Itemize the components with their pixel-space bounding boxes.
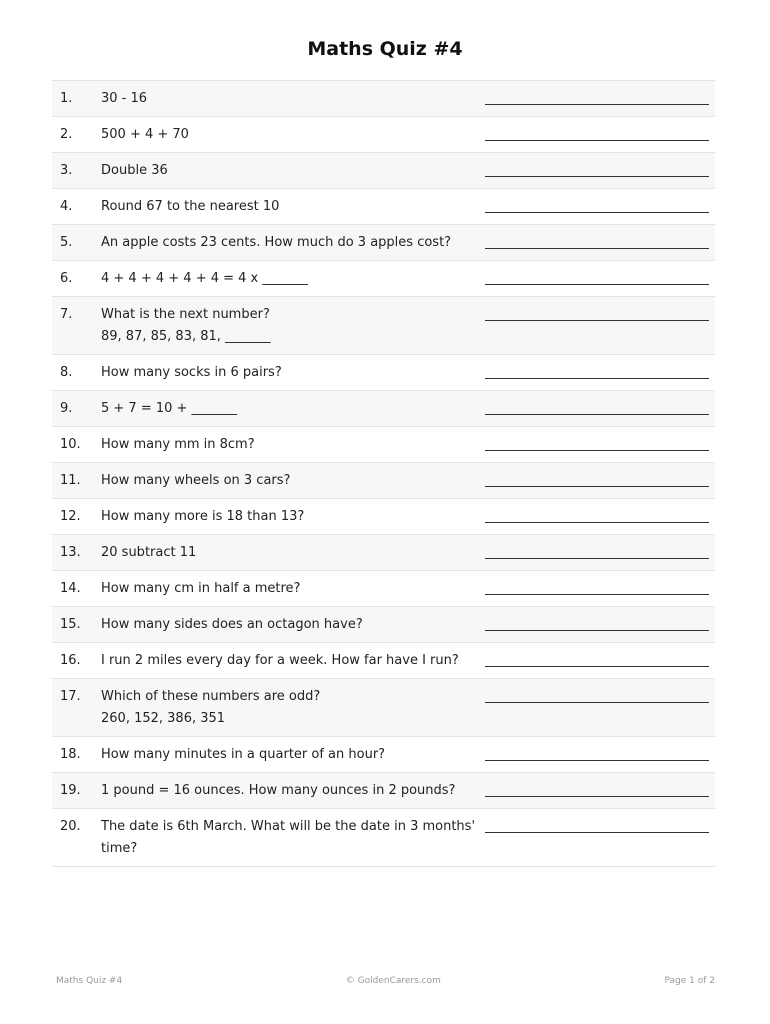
question-text bbox=[101, 470, 485, 492]
answer-line[interactable] bbox=[485, 542, 709, 559]
question-text bbox=[101, 124, 485, 146]
question-text bbox=[101, 362, 485, 384]
question-line: 500 + 4 + 70 bbox=[101, 127, 189, 142]
answer-line[interactable] bbox=[485, 780, 709, 797]
question-row bbox=[52, 809, 715, 867]
question-text bbox=[101, 780, 485, 802]
question-number: 3. bbox=[60, 163, 73, 178]
question-text bbox=[101, 614, 485, 636]
question-line: How many socks in 6 pairs? bbox=[101, 365, 282, 380]
question-number: 16. bbox=[60, 653, 81, 668]
question-row bbox=[52, 607, 715, 643]
question-line: Double 36 bbox=[101, 163, 168, 178]
question-row bbox=[52, 391, 715, 427]
question-row bbox=[52, 643, 715, 679]
answer-line[interactable] bbox=[485, 362, 709, 379]
question-text bbox=[101, 816, 485, 860]
question-row bbox=[52, 499, 715, 535]
question-text bbox=[101, 506, 485, 528]
question-line: 1 pound = 16 ounces. How many ounces in 2 pounds? bbox=[101, 783, 456, 798]
answer-line[interactable] bbox=[485, 614, 709, 631]
question-number: 11. bbox=[60, 473, 81, 488]
question-row bbox=[52, 355, 715, 391]
question-text bbox=[101, 304, 485, 348]
answer-line[interactable] bbox=[485, 88, 709, 105]
question-number: 7. bbox=[60, 307, 73, 322]
answer-line[interactable] bbox=[485, 816, 709, 833]
question-text bbox=[101, 196, 485, 218]
question-row bbox=[52, 463, 715, 499]
question-line: I run 2 miles every day for a week. How far have I run? bbox=[101, 653, 459, 668]
question-row bbox=[52, 261, 715, 297]
question-row bbox=[52, 679, 715, 737]
question-number: 2. bbox=[60, 127, 73, 142]
question-row bbox=[52, 571, 715, 607]
quiz-table bbox=[52, 80, 715, 867]
question-number: 6. bbox=[60, 271, 73, 286]
question-line: 30 - 16 bbox=[101, 91, 148, 106]
question-line: The date is 6th March. What will be the date in 3 months' bbox=[101, 819, 476, 834]
question-line: 5 + 7 = 10 + _______ bbox=[101, 401, 238, 416]
question-text bbox=[101, 542, 485, 564]
question-row bbox=[52, 427, 715, 463]
question-row bbox=[52, 535, 715, 571]
answer-line[interactable] bbox=[485, 124, 709, 141]
answer-line[interactable] bbox=[485, 160, 709, 177]
question-number: 4. bbox=[60, 199, 73, 214]
answer-line[interactable] bbox=[485, 744, 709, 761]
question-number: 20. bbox=[60, 819, 81, 834]
question-line: How many minutes in a quarter of an hour? bbox=[101, 747, 386, 762]
answer-line[interactable] bbox=[485, 650, 709, 667]
question-line: How many sides does an octagon have? bbox=[101, 617, 363, 632]
question-text bbox=[101, 744, 485, 766]
question-row bbox=[52, 117, 715, 153]
question-number: 19. bbox=[60, 783, 81, 798]
footer-copyright: © GoldenCarers.com bbox=[345, 976, 441, 986]
question-text bbox=[101, 578, 485, 600]
question-line: 4 + 4 + 4 + 4 + 4 = 4 x _______ bbox=[101, 271, 308, 286]
question-line: Which of these numbers are odd? bbox=[101, 689, 321, 704]
answer-line[interactable] bbox=[485, 578, 709, 595]
question-line: time? bbox=[101, 841, 138, 856]
question-row bbox=[52, 773, 715, 809]
question-line: 89, 87, 85, 83, 81, _______ bbox=[101, 329, 271, 344]
question-number: 5. bbox=[60, 235, 73, 250]
question-row bbox=[52, 153, 715, 189]
question-line: 20 subtract 11 bbox=[101, 545, 197, 560]
question-text bbox=[101, 160, 485, 182]
question-text bbox=[101, 88, 485, 110]
question-number: 8. bbox=[60, 365, 73, 380]
question-number: 12. bbox=[60, 509, 81, 524]
answer-line[interactable] bbox=[485, 196, 709, 213]
question-number: 17. bbox=[60, 689, 81, 704]
footer bbox=[56, 976, 715, 986]
question-line: Round 67 to the nearest 10 bbox=[101, 199, 280, 214]
question-text bbox=[101, 232, 485, 254]
answer-line[interactable] bbox=[485, 268, 709, 285]
question-text bbox=[101, 268, 485, 290]
question-number: 10. bbox=[60, 437, 81, 452]
question-row bbox=[52, 737, 715, 773]
question-line: How many wheels on 3 cars? bbox=[101, 473, 291, 488]
question-number: 15. bbox=[60, 617, 81, 632]
footer-title: Maths Quiz #4 bbox=[56, 976, 123, 986]
question-text bbox=[101, 650, 485, 672]
question-row bbox=[52, 297, 715, 355]
answer-line[interactable] bbox=[485, 686, 709, 703]
question-row bbox=[52, 189, 715, 225]
question-line: What is the next number? bbox=[101, 307, 270, 322]
question-number: 1. bbox=[60, 91, 73, 106]
question-line: How many mm in 8cm? bbox=[101, 437, 255, 452]
question-line: 260, 152, 386, 351 bbox=[101, 711, 226, 726]
question-row bbox=[52, 225, 715, 261]
question-number: 14. bbox=[60, 581, 81, 596]
question-text bbox=[101, 686, 485, 730]
answer-line[interactable] bbox=[485, 470, 709, 487]
question-text bbox=[101, 434, 485, 456]
answer-line[interactable] bbox=[485, 434, 709, 451]
question-text bbox=[101, 398, 485, 420]
question-line: An apple costs 23 cents. How much do 3 apples cost? bbox=[101, 235, 452, 250]
question-number: 13. bbox=[60, 545, 81, 560]
answer-line[interactable] bbox=[485, 232, 709, 249]
answer-line[interactable] bbox=[485, 398, 709, 415]
question-number: 18. bbox=[60, 747, 81, 762]
question-line: How many more is 18 than 13? bbox=[101, 509, 305, 524]
answer-line[interactable] bbox=[485, 506, 709, 523]
answer-line[interactable] bbox=[485, 304, 709, 321]
question-number: 9. bbox=[60, 401, 73, 416]
question-line: How many cm in half a metre? bbox=[101, 581, 301, 596]
footer-page-number: Page 1 of 2 bbox=[664, 976, 715, 986]
question-row bbox=[52, 81, 715, 117]
page-title: Maths Quiz #4 bbox=[307, 38, 463, 60]
